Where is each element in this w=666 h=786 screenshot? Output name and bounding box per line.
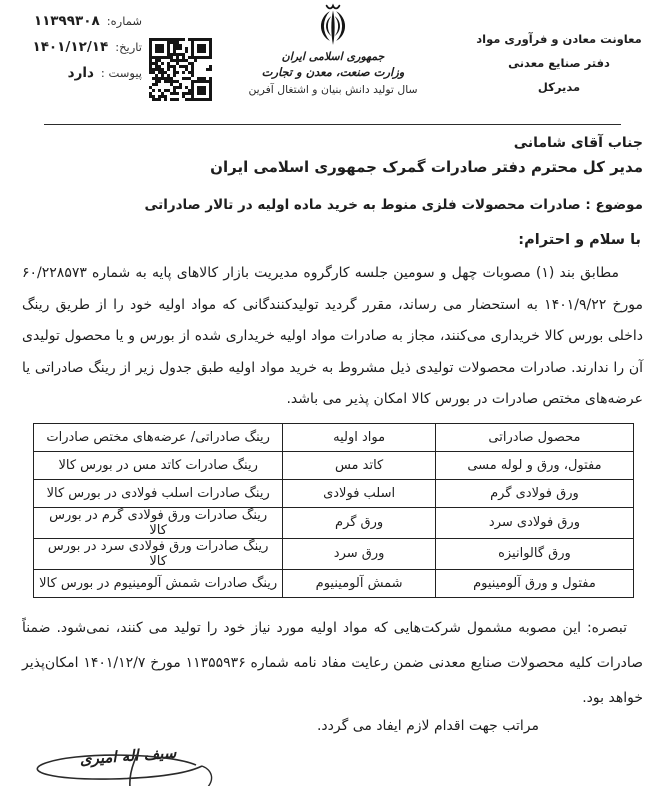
table-cell: ورق سرد — [283, 538, 436, 569]
table-cell: رینگ صادرات شمش آلومینیوم در بورس کالا — [34, 569, 283, 597]
department-line3: مدیرکل — [537, 80, 581, 94]
column-header: مواد اولیه — [283, 423, 436, 451]
ministry-title: وزارت صنعت، معدن و تجارت — [261, 65, 405, 79]
table-body — [34, 451, 634, 597]
table-cell: مفتول و ورق آلومینیوم — [435, 569, 633, 597]
subject-line: موضوع : صادرات محصولات فلزی منوط به خرید ماده اولیه در تالار صادراتی — [144, 197, 643, 213]
table-cell: ورق فولادی سرد — [435, 507, 633, 538]
table-row — [34, 479, 634, 507]
table-header-row — [34, 423, 634, 451]
table-cell: ورق گالوانیزه — [435, 538, 633, 569]
column-header: رینگ صادراتی/ عرضه‌های مختص صادرات — [34, 423, 283, 451]
note-paragraph: تبصره: این مصوبه مشمول شرکت‌هایی که مواد اولیه مورد نیاز خود را تولید می کنند، نمی‌شود. ضمناً صادرات کلیه محصولات صنایع معدنی ضمن رعایت مفاد نامه شماره ۱۱۳۵۵۹۳۶ مورخ ۱۴۰۱/۱۲/۷ امکان‌پذیر خواهد بود. — [22, 619, 644, 706]
letterhead-center — [233, 2, 433, 98]
letter-body — [22, 135, 643, 734]
signatory-name: سیف اله امیری — [79, 743, 177, 769]
department-line1: معاونت معادن و فرآوری مواد — [476, 32, 642, 46]
table-cell: رینگ صادرات ورق فولادی گرم در بورس کالا — [34, 507, 283, 538]
letter-meta-block — [6, 13, 142, 91]
table-cell: اسلب فولادی — [283, 479, 436, 507]
iran-emblem-icon — [313, 2, 353, 47]
date-label: تاریخ: — [115, 40, 142, 54]
table-cell: شمش آلومینیوم — [283, 569, 436, 597]
salutation-line: با سلام و احترام: — [518, 232, 641, 248]
number-label: شماره: — [106, 14, 142, 28]
attachment-label: پیوست : — [100, 66, 142, 80]
table-cell: رینگ صادرات اسلب فولادی در بورس کالا — [34, 479, 283, 507]
attachment-row — [6, 65, 142, 81]
export-ring-table — [33, 423, 634, 598]
closing-sentence: مراتب جهت اقدام لازم ایفاد می گردد. — [316, 717, 539, 734]
qr-code — [149, 38, 212, 101]
main-paragraph: مطابق بند (۱) مصوبات چهل و سومین جلسه کارگروه مدیریت بازار کالاهای پایه به شماره ۶۰/۲۲۸۵۷۳ مورخ ۱۴۰۱/۹/۲۲ به استحضار می رساند، مقرر گردید تولیدکنندگانی که مواد اولیه خود را از طریق رینگ داخلی بورس کالا خریداری می‌کنند، مجاز به صادرات مواد اولیه خریداری شده از بورس و یا محصول تولیدی آن را ندارند. صادرات محصولات تولیدی ذیل مشروط به خرید مواد اولیه طبق جدول زیر از رینگ صادراتی یا عرضه‌های مختص صادرات در بورس کالا امکان پذیر می باشد. — [22, 265, 643, 407]
table-cell: کاتد مس — [283, 451, 436, 479]
table-cell: رینگ صادرات ورق فولادی سرد در بورس کالا — [34, 538, 283, 569]
letter-date-row — [6, 39, 142, 55]
table-row — [34, 569, 634, 597]
date-value: ۱۴۰۱/۱۲/۱۴ — [32, 39, 109, 55]
attachment-value: دارد — [67, 65, 94, 81]
department-line2: دفتر صنایع معدنی — [508, 56, 610, 70]
number-value: ۱۱۳۹۹۳۰۸ — [33, 13, 100, 29]
letter-number-row — [6, 13, 142, 29]
table-row — [34, 538, 634, 569]
table-cell: ورق فولادی گرم — [435, 479, 633, 507]
signature-scribble-icon — [16, 752, 216, 786]
table-cell: رینگ صادرات کاتد مس در بورس کالا — [34, 451, 283, 479]
header-divider — [44, 124, 621, 125]
table-cell: مفتول، ورق و لوله مسی — [435, 451, 633, 479]
column-header: محصول صادراتی — [435, 423, 633, 451]
country-title: جمهوری اسلامی ایران — [281, 50, 385, 63]
table-row — [34, 451, 634, 479]
department-block — [470, 27, 648, 99]
table-row — [34, 507, 634, 538]
recipient-title: مدیر کل محترم دفتر صادرات گمرک جمهوری اسلامی ایران — [210, 158, 643, 176]
year-slogan: سال تولید دانش بنیان و اشتغال آفرین — [248, 83, 418, 96]
recipient-name: جناب آقای شامانی — [513, 135, 643, 151]
table-cell: ورق گرم — [283, 507, 436, 538]
